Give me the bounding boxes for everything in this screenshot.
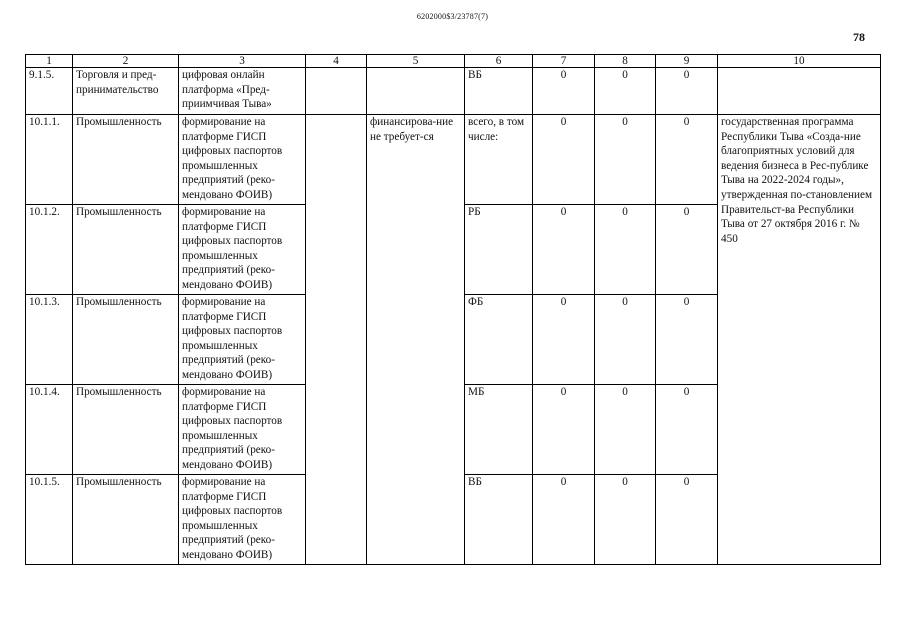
activity-cell: формирование на платформе ГИСП цифровых паспортов промышленных предприятий (реко-мендовано ФОИВ) bbox=[179, 295, 306, 385]
sector-cell: Промышленность bbox=[73, 475, 179, 565]
empty-cell bbox=[367, 68, 465, 115]
value-cell: 0 bbox=[595, 115, 656, 205]
value-cell: 0 bbox=[595, 205, 656, 295]
financing-note-cell: финансирова-ние не требует-ся bbox=[367, 115, 465, 565]
funding-source-cell: МБ bbox=[465, 385, 533, 475]
value-cell: 0 bbox=[656, 115, 718, 205]
table-row bbox=[26, 68, 881, 115]
empty-cell bbox=[718, 68, 881, 115]
table-row bbox=[26, 115, 881, 205]
page-number: 78 bbox=[853, 30, 865, 44]
sector-cell: Промышленность bbox=[73, 205, 179, 295]
value-cell: 0 bbox=[533, 385, 595, 475]
value-cell: 0 bbox=[595, 475, 656, 565]
header-cell: 10 bbox=[718, 55, 881, 68]
value-cell: 0 bbox=[595, 385, 656, 475]
activity-cell: цифровая онлайн платформа «Пред-приимчивая Тыва» bbox=[179, 68, 306, 115]
funding-source-cell: ВБ bbox=[465, 475, 533, 565]
row-number: 10.1.2. bbox=[26, 205, 73, 295]
header-cell: 2 bbox=[73, 55, 179, 68]
activity-cell: формирование на платформе ГИСП цифровых паспортов промышленных предприятий (реко-мендовано ФОИВ) bbox=[179, 115, 306, 205]
value-cell: 0 bbox=[656, 68, 718, 115]
funding-source-cell: ВБ bbox=[465, 68, 533, 115]
value-cell: 0 bbox=[533, 205, 595, 295]
value-cell: 0 bbox=[533, 115, 595, 205]
funding-source-cell: всего, в том числе: bbox=[465, 115, 533, 205]
header-cell: 6 bbox=[465, 55, 533, 68]
sector-cell: Промышленность bbox=[73, 115, 179, 205]
program-note-cell: государственная программа Республики Тыва «Созда-ние благоприятных условий для ведения бизнеса в Рес-публике Тыва на 2022-2024 годы», утвержденная по-становлением Правительст-ва Республики Тыва от 27 октября 2016 г. № 450 bbox=[718, 115, 881, 565]
budget-table bbox=[25, 54, 881, 565]
value-cell: 0 bbox=[656, 295, 718, 385]
activity-cell: формирование на платформе ГИСП цифровых паспортов промышленных предприятий (реко-мендовано ФОИВ) bbox=[179, 385, 306, 475]
header-row bbox=[26, 55, 881, 68]
row-number: 9.1.5. bbox=[26, 68, 73, 115]
row-number: 10.1.1. bbox=[26, 115, 73, 205]
header-cell: 4 bbox=[306, 55, 367, 68]
value-cell: 0 bbox=[533, 475, 595, 565]
empty-cell bbox=[306, 68, 367, 115]
empty-cell bbox=[306, 115, 367, 565]
sector-cell: Торговля и пред-принимательство bbox=[73, 68, 179, 115]
sector-cell: Промышленность bbox=[73, 385, 179, 475]
row-number: 10.1.3. bbox=[26, 295, 73, 385]
header-cell: 7 bbox=[533, 55, 595, 68]
value-cell: 0 bbox=[595, 295, 656, 385]
header-cell: 3 bbox=[179, 55, 306, 68]
sector-cell: Промышленность bbox=[73, 295, 179, 385]
value-cell: 0 bbox=[595, 68, 656, 115]
value-cell: 0 bbox=[533, 68, 595, 115]
row-number: 10.1.4. bbox=[26, 385, 73, 475]
funding-source-cell: ФБ bbox=[465, 295, 533, 385]
document-id: 6202000$3/23787(7) bbox=[416, 12, 489, 21]
activity-cell: формирование на платформе ГИСП цифровых паспортов промышленных предприятий (реко-мендовано ФОИВ) bbox=[179, 475, 306, 565]
value-cell: 0 bbox=[656, 385, 718, 475]
value-cell: 0 bbox=[656, 475, 718, 565]
header-cell: 5 bbox=[367, 55, 465, 68]
header-cell: 1 bbox=[26, 55, 73, 68]
value-cell: 0 bbox=[533, 295, 595, 385]
header-cell: 8 bbox=[595, 55, 656, 68]
funding-source-cell: РБ bbox=[465, 205, 533, 295]
header-cell: 9 bbox=[656, 55, 718, 68]
row-number: 10.1.5. bbox=[26, 475, 73, 565]
value-cell: 0 bbox=[656, 205, 718, 295]
activity-cell: формирование на платформе ГИСП цифровых паспортов промышленных предприятий (реко-мендовано ФОИВ) bbox=[179, 205, 306, 295]
